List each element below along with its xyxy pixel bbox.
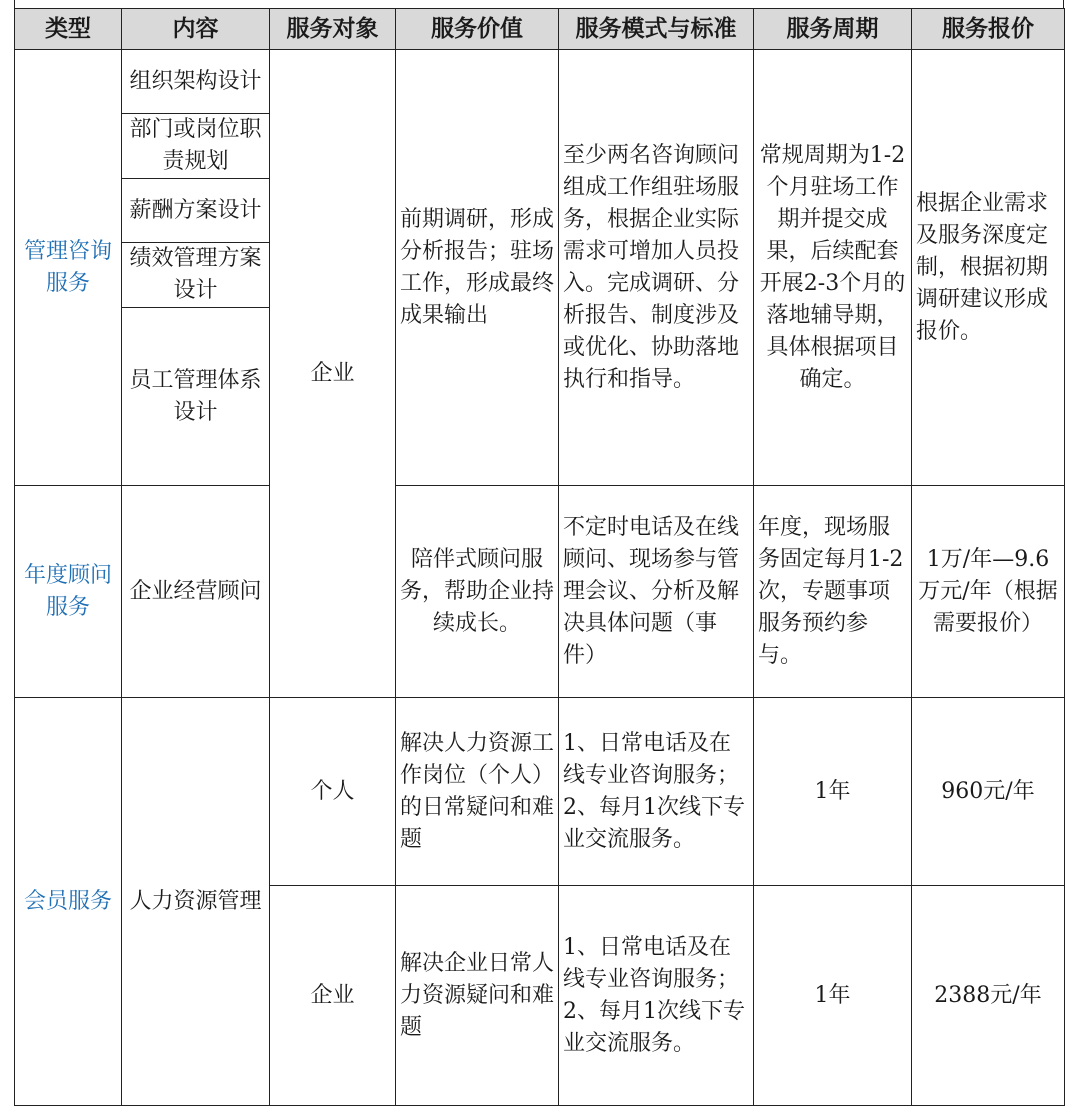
table-row (15, 50, 1065, 114)
header-mode: 服务模式与标准 (559, 9, 754, 50)
mode-management: 至少两名咨询顾问组成工作组驻场服务，根据企业实际需求可增加人员投入。完成调研、分析报告、制度涉及或优化、协助落地执行和指导。 (559, 50, 754, 486)
content-cell: 薪酬方案设计 (122, 179, 270, 243)
header-period: 服务周期 (754, 9, 912, 50)
mode-annual: 不定时电话及在线顾问、现场参与管理会议、分析及解决具体问题（事件） (559, 486, 754, 698)
content-cell: 员工管理体系设计 (122, 308, 270, 486)
header-price: 服务报价 (912, 9, 1065, 50)
target-enterprise-member: 企业 (270, 886, 396, 1106)
target-individual: 个人 (270, 698, 396, 886)
header-value: 服务价值 (396, 9, 559, 50)
period-management: 常规周期为1-2个月驻场工作期并提交成果，后续配套开展2-3个月的落地辅导期，具体根据项目确定。 (754, 50, 912, 486)
price-individual: 960元/年 (912, 698, 1065, 886)
header-row (15, 9, 1065, 50)
value-management: 前期调研，形成分析报告；驻场工作，形成最终成果输出 (396, 50, 559, 486)
mode-enterprise: 1、日常电话及在线专业咨询服务；2、每月1次线下专业交流服务。 (559, 886, 754, 1106)
content-cell: 绩效管理方案设计 (122, 243, 270, 308)
header-target: 服务对象 (270, 9, 396, 50)
table-row (15, 698, 1065, 886)
value-annual: 陪伴式顾问服务，帮助企业持续成长。 (396, 486, 559, 698)
period-individual: 1年 (754, 698, 912, 886)
period-annual: 年度，现场服务固定每月1-2次，专题事项服务预约参与。 (754, 486, 912, 698)
type-annual: 年度顾问服务 (15, 486, 122, 698)
content-cell: 人力资源管理 (122, 698, 270, 1106)
content-cell: 部门或岗位职责规划 (122, 114, 270, 179)
period-enterprise: 1年 (754, 886, 912, 1106)
price-management: 根据企业需求及服务深度定制，根据初期调研建议形成报价。 (912, 50, 1065, 486)
header-content: 内容 (122, 9, 270, 50)
target-enterprise: 企业 (270, 50, 396, 698)
sheet-gridline (14, 0, 1064, 8)
price-annual: 1万/年—9.6万元/年（根据需要报价） (912, 486, 1065, 698)
table-row (15, 486, 1065, 698)
content-cell: 组织架构设计 (122, 50, 270, 114)
type-member: 会员服务 (15, 698, 122, 1106)
value-enterprise: 解决企业日常人力资源疑问和难题 (396, 886, 559, 1106)
header-type: 类型 (15, 9, 122, 50)
value-individual: 解决人力资源工作岗位（个人）的日常疑问和难题 (396, 698, 559, 886)
content-cell: 企业经营顾问 (122, 486, 270, 698)
mode-individual: 1、日常电话及在线专业咨询服务；2、每月1次线下专业交流服务。 (559, 698, 754, 886)
service-table (14, 8, 1065, 1106)
price-enterprise: 2388元/年 (912, 886, 1065, 1106)
type-management: 管理咨询服务 (15, 50, 122, 486)
